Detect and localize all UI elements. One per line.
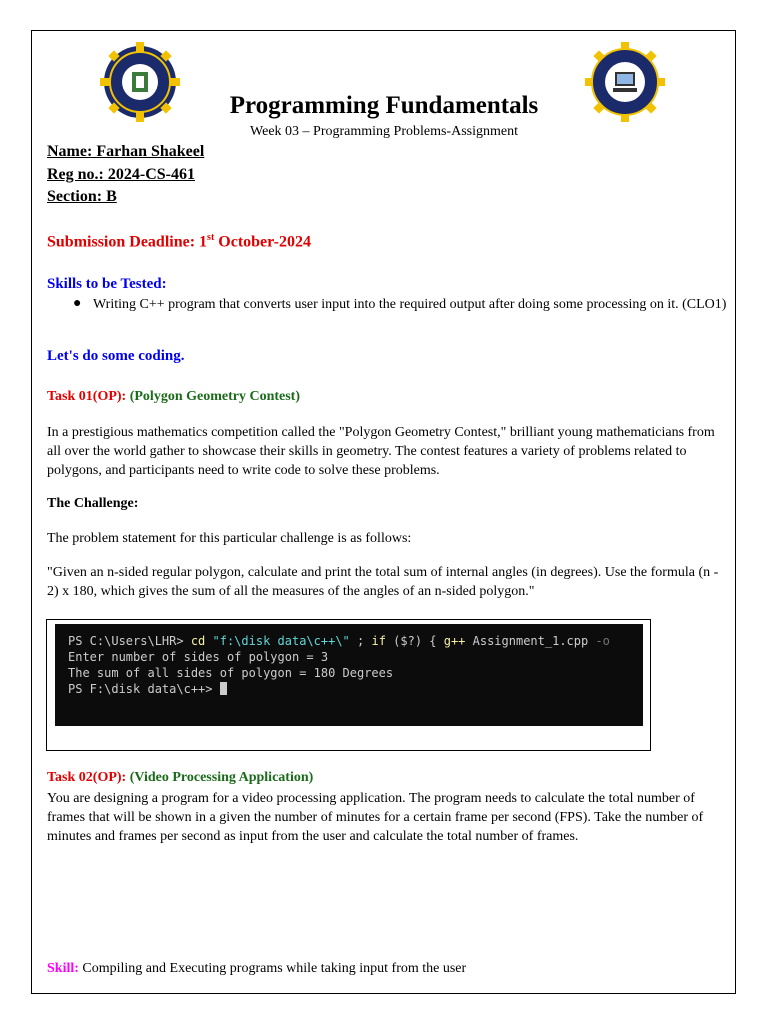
terminal-cmd-cond: ($?) {	[385, 634, 444, 648]
terminal-cmd-gpp: g++	[443, 634, 466, 648]
problem-statement: "Given an n-sided regular polygon, calculate and print the total sum of internal angles (in degrees). Use the formula (n - 2) x 180, which gives the sum of all the measures of the angles of an n-sided polygon."	[47, 565, 719, 599]
terminal-line-2: Enter number of sides of polygon = 3	[68, 650, 329, 664]
task1-title: (Polygon Geometry Contest)	[129, 389, 301, 404]
deadline-date: October-2024	[214, 233, 311, 251]
lets-code-heading: Let's do some coding.	[47, 348, 185, 364]
student-reg-no: Reg no.: 2024-CS-461	[47, 166, 195, 183]
terminal-cmd-cd: cd	[190, 634, 206, 648]
terminal-cmd-path: "f:\disk data\c++\"	[205, 634, 350, 648]
deadline-label: Submission Deadline: 1	[47, 233, 208, 251]
terminal-cmd-file: Assignment_1.cpp	[465, 634, 589, 648]
student-section: Section: B	[47, 188, 117, 205]
terminal-screenshot-frame	[46, 619, 651, 751]
terminal-cmd-if: if	[371, 634, 386, 648]
terminal-output	[55, 624, 643, 726]
task1-heading	[47, 389, 300, 405]
skill-footer	[47, 961, 466, 977]
terminal-cmd-sep: ;	[349, 634, 372, 648]
skill-label: Skill:	[47, 961, 79, 976]
skill-text: Compiling and Executing programs while taking input from the user	[78, 961, 467, 976]
skills-heading: Skills to be Tested:	[47, 276, 167, 292]
task2-title: (Video Processing Application)	[129, 770, 314, 785]
bullet-dot: ●	[73, 296, 82, 311]
statement-intro: The problem statement for this particular challenge is as follows:	[47, 531, 412, 546]
challenge-heading: The Challenge:	[47, 496, 139, 511]
terminal-line-3: The sum of all sides of polygon = 180 Degrees	[68, 666, 394, 680]
task2-body: You are designing a program for a video processing application. The program needs to calculate the total number of frames that will be shown in a given the number of minutes for a certain frame per second (FPS). Take the number of minutes and frames per second as input from the user and calculate the total number of frames.	[47, 791, 704, 844]
student-name: Name: Farhan Shakeel	[47, 143, 205, 160]
skills-bullet-text: Writing C++ program that converts user input into the required output after doing some processing on it. (CLO1)	[93, 297, 727, 312]
terminal-line-4: PS F:\disk data\c++>	[68, 682, 220, 696]
document-title: Programming Fundamentals	[229, 92, 539, 119]
terminal-cursor	[220, 682, 227, 695]
task1-intro: In a prestigious mathematics competition called the "Polygon Geometry Contest," brilliant young mathematicians from all over the world gather to showcase their skills in geometry. The contest features a variety of problems related to polygons, and participants need to write code to solve these problems.	[47, 425, 715, 478]
deadline-ordinal: st	[207, 232, 215, 243]
task2-label: Task 02(OP):	[47, 770, 127, 785]
task2-heading	[47, 770, 313, 786]
document-subtitle: Week 03 – Programming Problems-Assignment	[250, 124, 518, 139]
terminal-prompt: PS C:\Users\LHR>	[68, 634, 191, 648]
task1-label: Task 01(OP):	[47, 389, 127, 404]
terminal-cmd-flag: -o	[588, 634, 610, 648]
submission-deadline	[47, 232, 311, 251]
